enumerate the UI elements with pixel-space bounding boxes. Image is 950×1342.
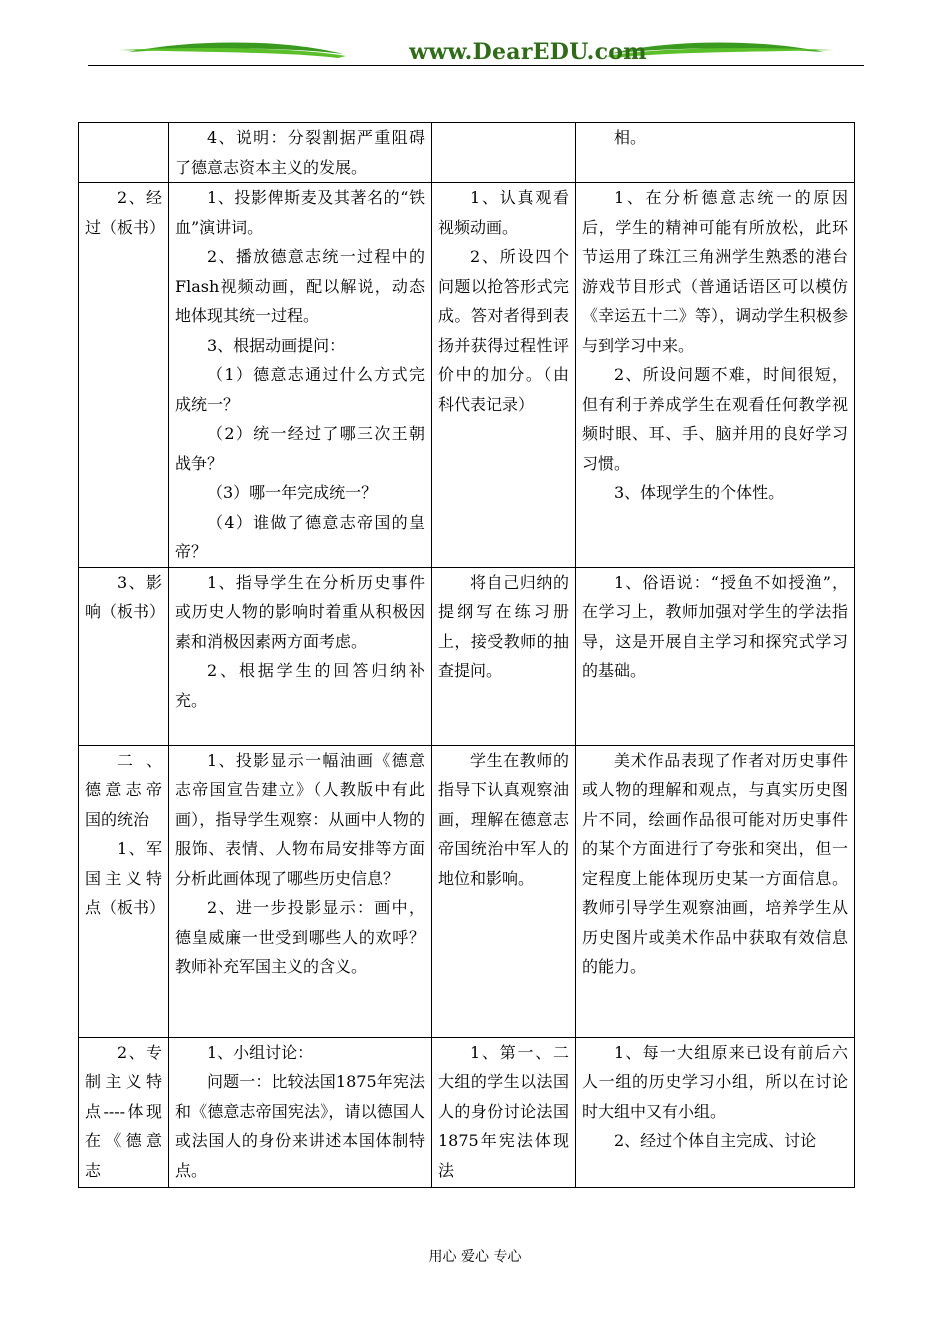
- table-cell-col2: [169, 123, 432, 183]
- cell-paragraph: 1、小组讨论：: [207, 1042, 314, 1062]
- table-cell-col3: [432, 745, 576, 1037]
- table-cell-col1: [79, 183, 169, 568]
- cell-paragraph: 4、说明：分裂割据严重阻碍了德意志资本主义的发展。: [175, 128, 425, 177]
- cell-paragraph: 1、投影显示一幅油画《德意志帝国宣告建立》（人教版中有此画），指导学生观察：从画中人物的服饰、表情、人物布局安排等方面分析此画体现了哪些历史信息？: [175, 750, 425, 888]
- table-cell-col2: [169, 183, 432, 568]
- cell-paragraph: 3、影响（板书）: [85, 572, 166, 621]
- cell-paragraph: （2）统一经过了哪三次王朝战争？: [175, 424, 425, 473]
- table-row: [79, 183, 855, 568]
- cell-paragraph: 学生在教师的指导下认真观察油画，理解在德意志帝国统治中军人的地位和影响。: [438, 750, 569, 888]
- table-cell-col2: [169, 1037, 432, 1187]
- table-cell-col4: [576, 567, 855, 745]
- table-cell-col4: [576, 1037, 855, 1187]
- lesson-table: [78, 122, 855, 1188]
- page-footer: 用心 爱心 专心: [428, 1249, 522, 1265]
- cell-paragraph: 2、经过个体自主完成、讨论: [614, 1131, 817, 1150]
- table-cell-col3: [432, 567, 576, 745]
- table-row: [79, 567, 855, 745]
- table-cell-col2: [169, 745, 432, 1037]
- header-divider: [88, 65, 864, 66]
- site-title[interactable]: www.DearEDU.com: [409, 39, 647, 65]
- table-row: [79, 123, 855, 183]
- table-cell-col4: [576, 183, 855, 568]
- cell-paragraph: 二、德意志帝国的统治: [85, 750, 162, 829]
- table-cell-col2: [169, 567, 432, 745]
- table-row: [79, 1037, 855, 1187]
- cell-paragraph: 3、根据动画提问：: [207, 335, 346, 355]
- table-row: [79, 745, 855, 1037]
- table-cell-col3: [432, 183, 576, 568]
- table-cell-col1: [79, 123, 169, 183]
- cell-paragraph: 1、认真观看视频动画。: [438, 188, 569, 237]
- table-cell-col3: [432, 1037, 576, 1187]
- table-cell-col4: [576, 123, 855, 183]
- table-cell-col4: [576, 745, 855, 1037]
- cell-paragraph: 相。: [614, 128, 647, 147]
- cell-paragraph: 1、在分析德意志统一的原因后，学生的精神可能有所放松，此环节运用了珠江三角洲学生熟悉的港台游戏节目形式（普通话语区可以模仿《幸运五十二》等），调动学生积极参与到学习中来。: [582, 188, 848, 355]
- cell-paragraph: 2、专制主义特点----体现在《德意志: [85, 1042, 162, 1180]
- cell-paragraph: （3）哪一年完成统一？: [207, 483, 378, 502]
- cell-paragraph: 3、体现学生的个体性。: [614, 483, 785, 502]
- cell-paragraph: 2、进一步投影显示：画中，德皇威廉一世受到哪些人的欢呼？教师补充军国主义的含义。: [175, 898, 425, 976]
- table-cell-col1: [79, 567, 169, 745]
- table-cell-col1: [79, 1037, 169, 1187]
- table-cell-col3: [432, 123, 576, 183]
- cell-paragraph: 2、经过（板书）: [85, 188, 166, 237]
- cell-paragraph: 2、播放德意志统一过程中的Flash视频动画，配以解说，动态地体现其统一过程。: [175, 247, 425, 325]
- cell-paragraph: 将自己归纳的提纲写在练习册上，接受教师的抽查提问。: [438, 572, 569, 680]
- cell-paragraph: 2、所设四个问题以抢答形式完成。答对者得到表扬并获得过程性评价中的加分。（由科代表记录）: [438, 247, 569, 414]
- cell-paragraph: 1、指导学生在分析历史事件或历史人物的影响时着重从积极因素和消极因素两方面考虑。: [175, 572, 425, 651]
- cell-paragraph: 1、军国主义特点（板书）: [85, 839, 166, 917]
- cell-paragraph: 2、根据学生的回答归纳补充。: [175, 661, 425, 710]
- cell-paragraph: （1）德意志通过什么方式完成统一？: [175, 365, 425, 414]
- cell-paragraph: （4）谁做了德意志帝国的皇帝？: [175, 512, 425, 561]
- cell-paragraph: 2、所设问题不难，时间很短，但有利于养成学生在观看任何教学视频时眼、耳、手、脑并用的良好学习习惯。: [582, 365, 848, 473]
- table-cell-col1: [79, 745, 169, 1037]
- cell-paragraph: 1、每一大组原来已设有前后六人一组的历史学习小组，所以在讨论时大组中又有小组。: [582, 1042, 848, 1121]
- cell-paragraph: 问题一：比较法国1875年宪法和《德意志帝国宪法》，请以德国人或法国人的身份来讲述本国体制特点。: [175, 1072, 425, 1180]
- cell-paragraph: 美术作品表现了作者对历史事件或人物的理解和观点，与真实历史图片不同，绘画作品很可能对历史事件的某个方面进行了夸张和突出，但一定程度上能体现历史某一方面信息。教师引导学生观察油画，培养学生从历史图片或美术作品中获取有效信息的能力。: [582, 750, 848, 976]
- cell-paragraph: 1、俗语说：“授鱼不如授渔”，在学习上，教师加强对学生的学法指导，这是开展自主学习和探究式学习的基础。: [582, 572, 848, 680]
- cell-paragraph: 1、投影俾斯麦及其著名的“铁血”演讲词。: [175, 188, 425, 237]
- cell-paragraph: 1、第一、二大组的学生以法国人的身份讨论法国1875年宪法体现法: [438, 1042, 569, 1180]
